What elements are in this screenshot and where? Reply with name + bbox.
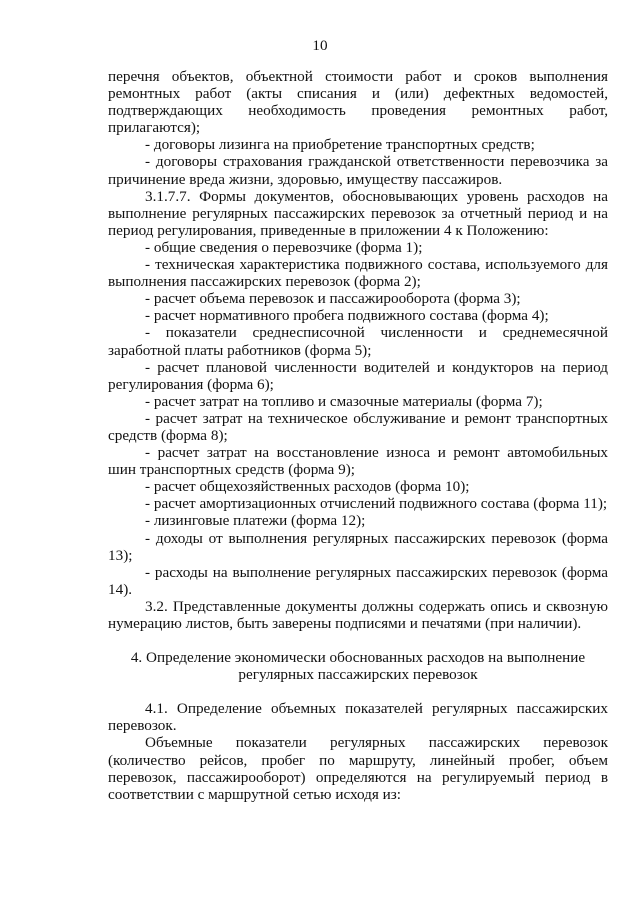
paragraph: 4.1. Определение объемных показателей регулярных пассажирских перевозок. bbox=[108, 700, 608, 735]
paragraph: - лизинговые платежи (форма 12); bbox=[145, 512, 366, 530]
paragraph: перечня объектов, объектной стоимости работ и сроков выполнения ремонтных работ (акты списания и (или) дефектных ведомостей, подтверждающих необходимость проведения ремонтных работ, прилагаются); bbox=[108, 68, 608, 137]
paragraph: - расчет затрат на восстановление износа и ремонт автомобильных шин транспортных средств (форма 9); bbox=[108, 444, 608, 479]
section-heading-line1: 4. Определение экономически обоснованных расходов на выполнение bbox=[130, 649, 586, 667]
page-number: 10 bbox=[312, 37, 328, 54]
paragraph: - договоры страхования гражданской ответственности перевозчика за причинение вреда жизни, здоровью, имуществу пассажиров. bbox=[108, 153, 608, 188]
paragraph: Объемные показатели регулярных пассажирских перевозок (количество рейсов, пробег по маршруту, линейный пробег, объем перевозок, пассажирооборот) определяются на регулируемый период в соответствии с маршрутной сетью исходя из: bbox=[108, 734, 608, 803]
paragraph: - расчет затрат на топливо и смазочные материалы (форма 7); bbox=[145, 392, 543, 410]
paragraph: - техническая характеристика подвижного состава, используемого для выполнения пассажирских перевозок (форма 2); bbox=[108, 256, 608, 291]
paragraph: - расчет амортизационных отчислений подвижного состава (форма 11); bbox=[145, 495, 608, 513]
paragraph: - расчет объема перевозок и пассажирооборота (форма 3); bbox=[145, 290, 521, 308]
paragraph: - общие сведения о перевозчике (форма 1); bbox=[145, 238, 423, 256]
paragraph: - расчет плановой численности водителей и кондукторов на период регулирования (форма 6); bbox=[108, 358, 608, 393]
paragraph: - расходы на выполнение регулярных пассажирских перевозок (форма 14). bbox=[108, 563, 608, 598]
paragraph: - расчет общехозяйственных расходов (форма 10); bbox=[145, 478, 470, 496]
paragraph: 3.2. Представленные документы должны содержать опись и сквозную нумерацию листов, быть заверены подписями и печатями (при наличии). bbox=[108, 597, 608, 632]
paragraph: - договоры лизинга на приобретение транспортных средств; bbox=[145, 136, 535, 154]
spacer bbox=[108, 683, 608, 700]
paragraphs-top bbox=[108, 68, 608, 632]
paragraph: - расчет нормативного пробега подвижного состава (форма 4); bbox=[145, 307, 549, 325]
paragraph: - показатели среднесписочной численности и среднемесячной заработной платы работников (форма 5); bbox=[108, 324, 608, 359]
paragraph: - доходы от выполнения регулярных пассажирских перевозок (форма 13); bbox=[108, 529, 608, 564]
section-heading-line2: регулярных пассажирских перевозок bbox=[238, 666, 478, 684]
paragraph: - расчет затрат на техническое обслуживание и ремонт транспортных средств (форма 8); bbox=[108, 409, 608, 444]
paragraph: 3.1.7.7. Формы документов, обосновывающих уровень расходов на выполнение регулярных пассажирских перевозок за отчетный период и на период регулирования, приведенные в приложении 4 к Положению: bbox=[108, 187, 608, 239]
spacer bbox=[108, 632, 608, 649]
paragraphs-bottom bbox=[108, 700, 608, 803]
document-body bbox=[108, 68, 608, 803]
